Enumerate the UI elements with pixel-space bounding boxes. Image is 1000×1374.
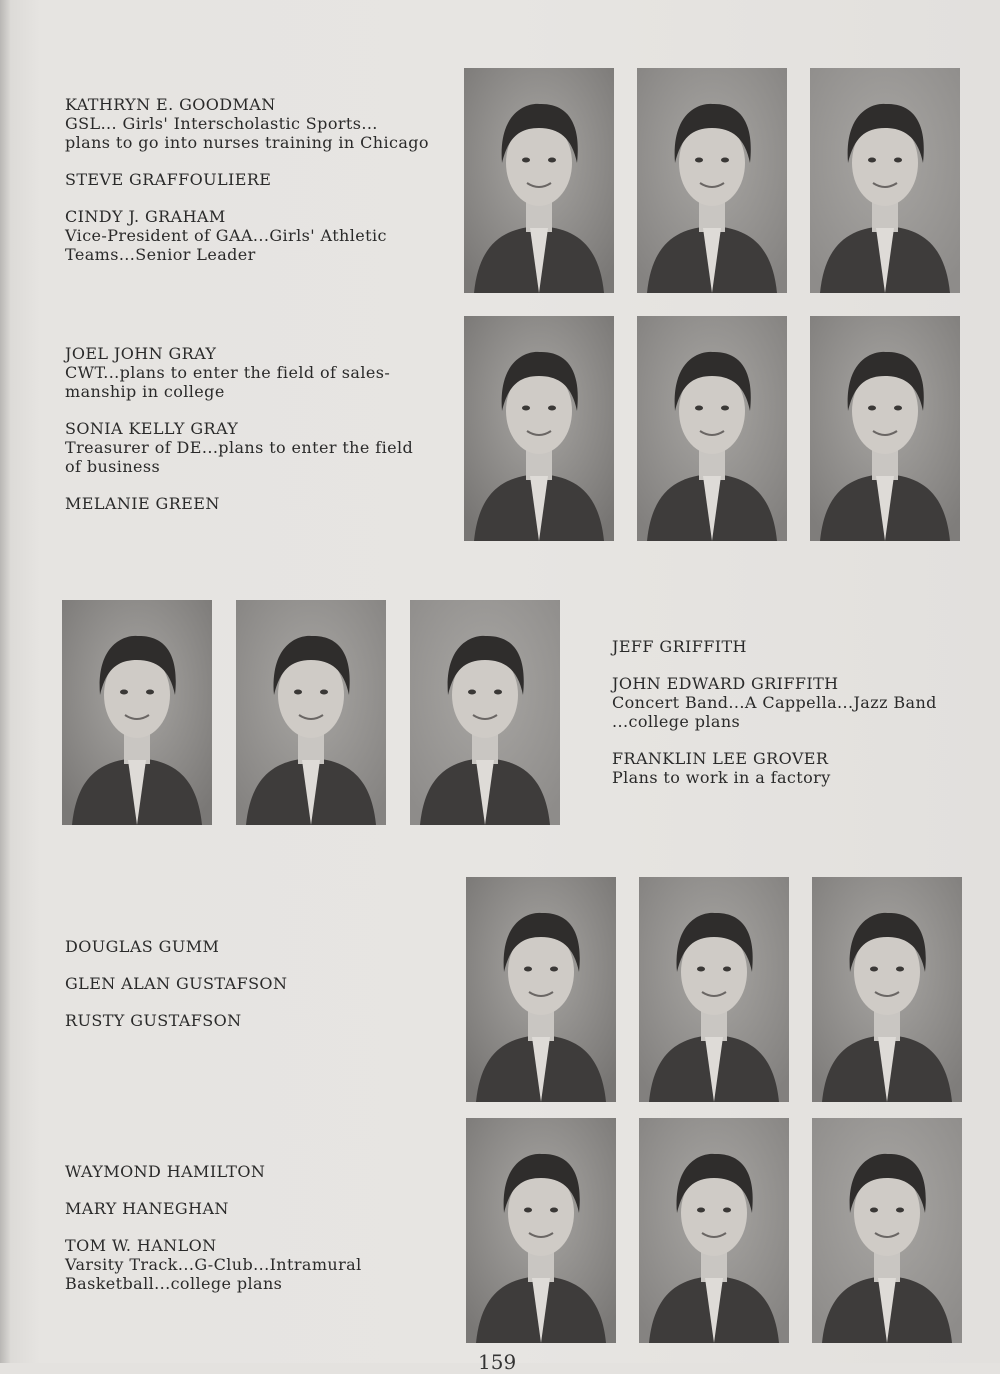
entry [65,419,435,476]
student-name: TOM W. HANLON [65,1236,217,1255]
student-portrait-photo [639,877,789,1102]
page-number: 159 [478,1350,517,1374]
entry [65,1011,435,1030]
student-name: RUSTY GUSTAFSON [65,1011,242,1030]
student-portrait-photo [639,1118,789,1343]
group-1-text [65,95,435,282]
student-name: MARY HANEGHAN [65,1199,229,1218]
student-portrait-photo [410,600,560,825]
student-portrait-photo [464,68,614,293]
student-name: KATHRYN E. GOODMAN [65,95,276,114]
student-description: Vice-President of GAA...Girls' Athletic Teams...Senior Leader [65,226,387,264]
entry [612,637,992,656]
student-name: WAYMOND HAMILTON [65,1162,266,1181]
entry [65,1162,435,1181]
student-portrait-photo [810,68,960,293]
student-name: MELANIE GREEN [65,494,220,513]
student-name: FRANKLIN LEE GROVER [612,749,829,768]
entry [65,95,435,152]
student-description: Plans to work in a factory [612,768,831,787]
entry [65,1199,435,1218]
entry [65,937,435,956]
group-5-text [65,1162,435,1311]
student-description: Treasurer of DE...plans to enter the field of business [65,438,414,476]
student-name: DOUGLAS GUMM [65,937,220,956]
student-name: JOHN EDWARD GRIFFITH [612,674,839,693]
group-2-text [65,344,435,531]
entry [65,974,435,993]
entry [612,674,992,731]
entry [65,344,435,401]
student-name: JEFF GRIFFITH [612,637,747,656]
student-portrait-photo [812,877,962,1102]
student-description: Concert Band...A Cappella...Jazz Band ...college plans [612,693,937,731]
student-portrait-photo [464,316,614,541]
student-portrait-photo [637,316,787,541]
student-portrait-photo [466,877,616,1102]
student-name: JOEL JOHN GRAY [65,344,217,363]
entry [65,1236,435,1293]
student-name: GLEN ALAN GUSTAFSON [65,974,288,993]
student-portrait-photo [466,1118,616,1343]
entry [65,207,435,264]
student-portrait-photo [810,316,960,541]
group-3-text [612,637,992,805]
student-name: SONIA KELLY GRAY [65,419,239,438]
student-description: CWT...plans to enter the field of sales- manship in college [65,363,391,401]
entry [65,494,435,513]
student-description: GSL... Girls' Interscholastic Sports... plans to go into nurses training in Chicago [65,114,429,152]
student-name: STEVE GRAFFOULIERE [65,170,272,189]
student-portrait-photo [236,600,386,825]
student-portrait-photo [812,1118,962,1343]
student-name: CINDY J. GRAHAM [65,207,226,226]
page-spine-shadow [0,0,10,1363]
entry [65,170,435,189]
student-description: Varsity Track...G-Club...Intramural Basketball...college plans [65,1255,362,1293]
student-portrait-photo [62,600,212,825]
entry [612,749,992,787]
group-4-text [65,937,435,1048]
student-portrait-photo [637,68,787,293]
